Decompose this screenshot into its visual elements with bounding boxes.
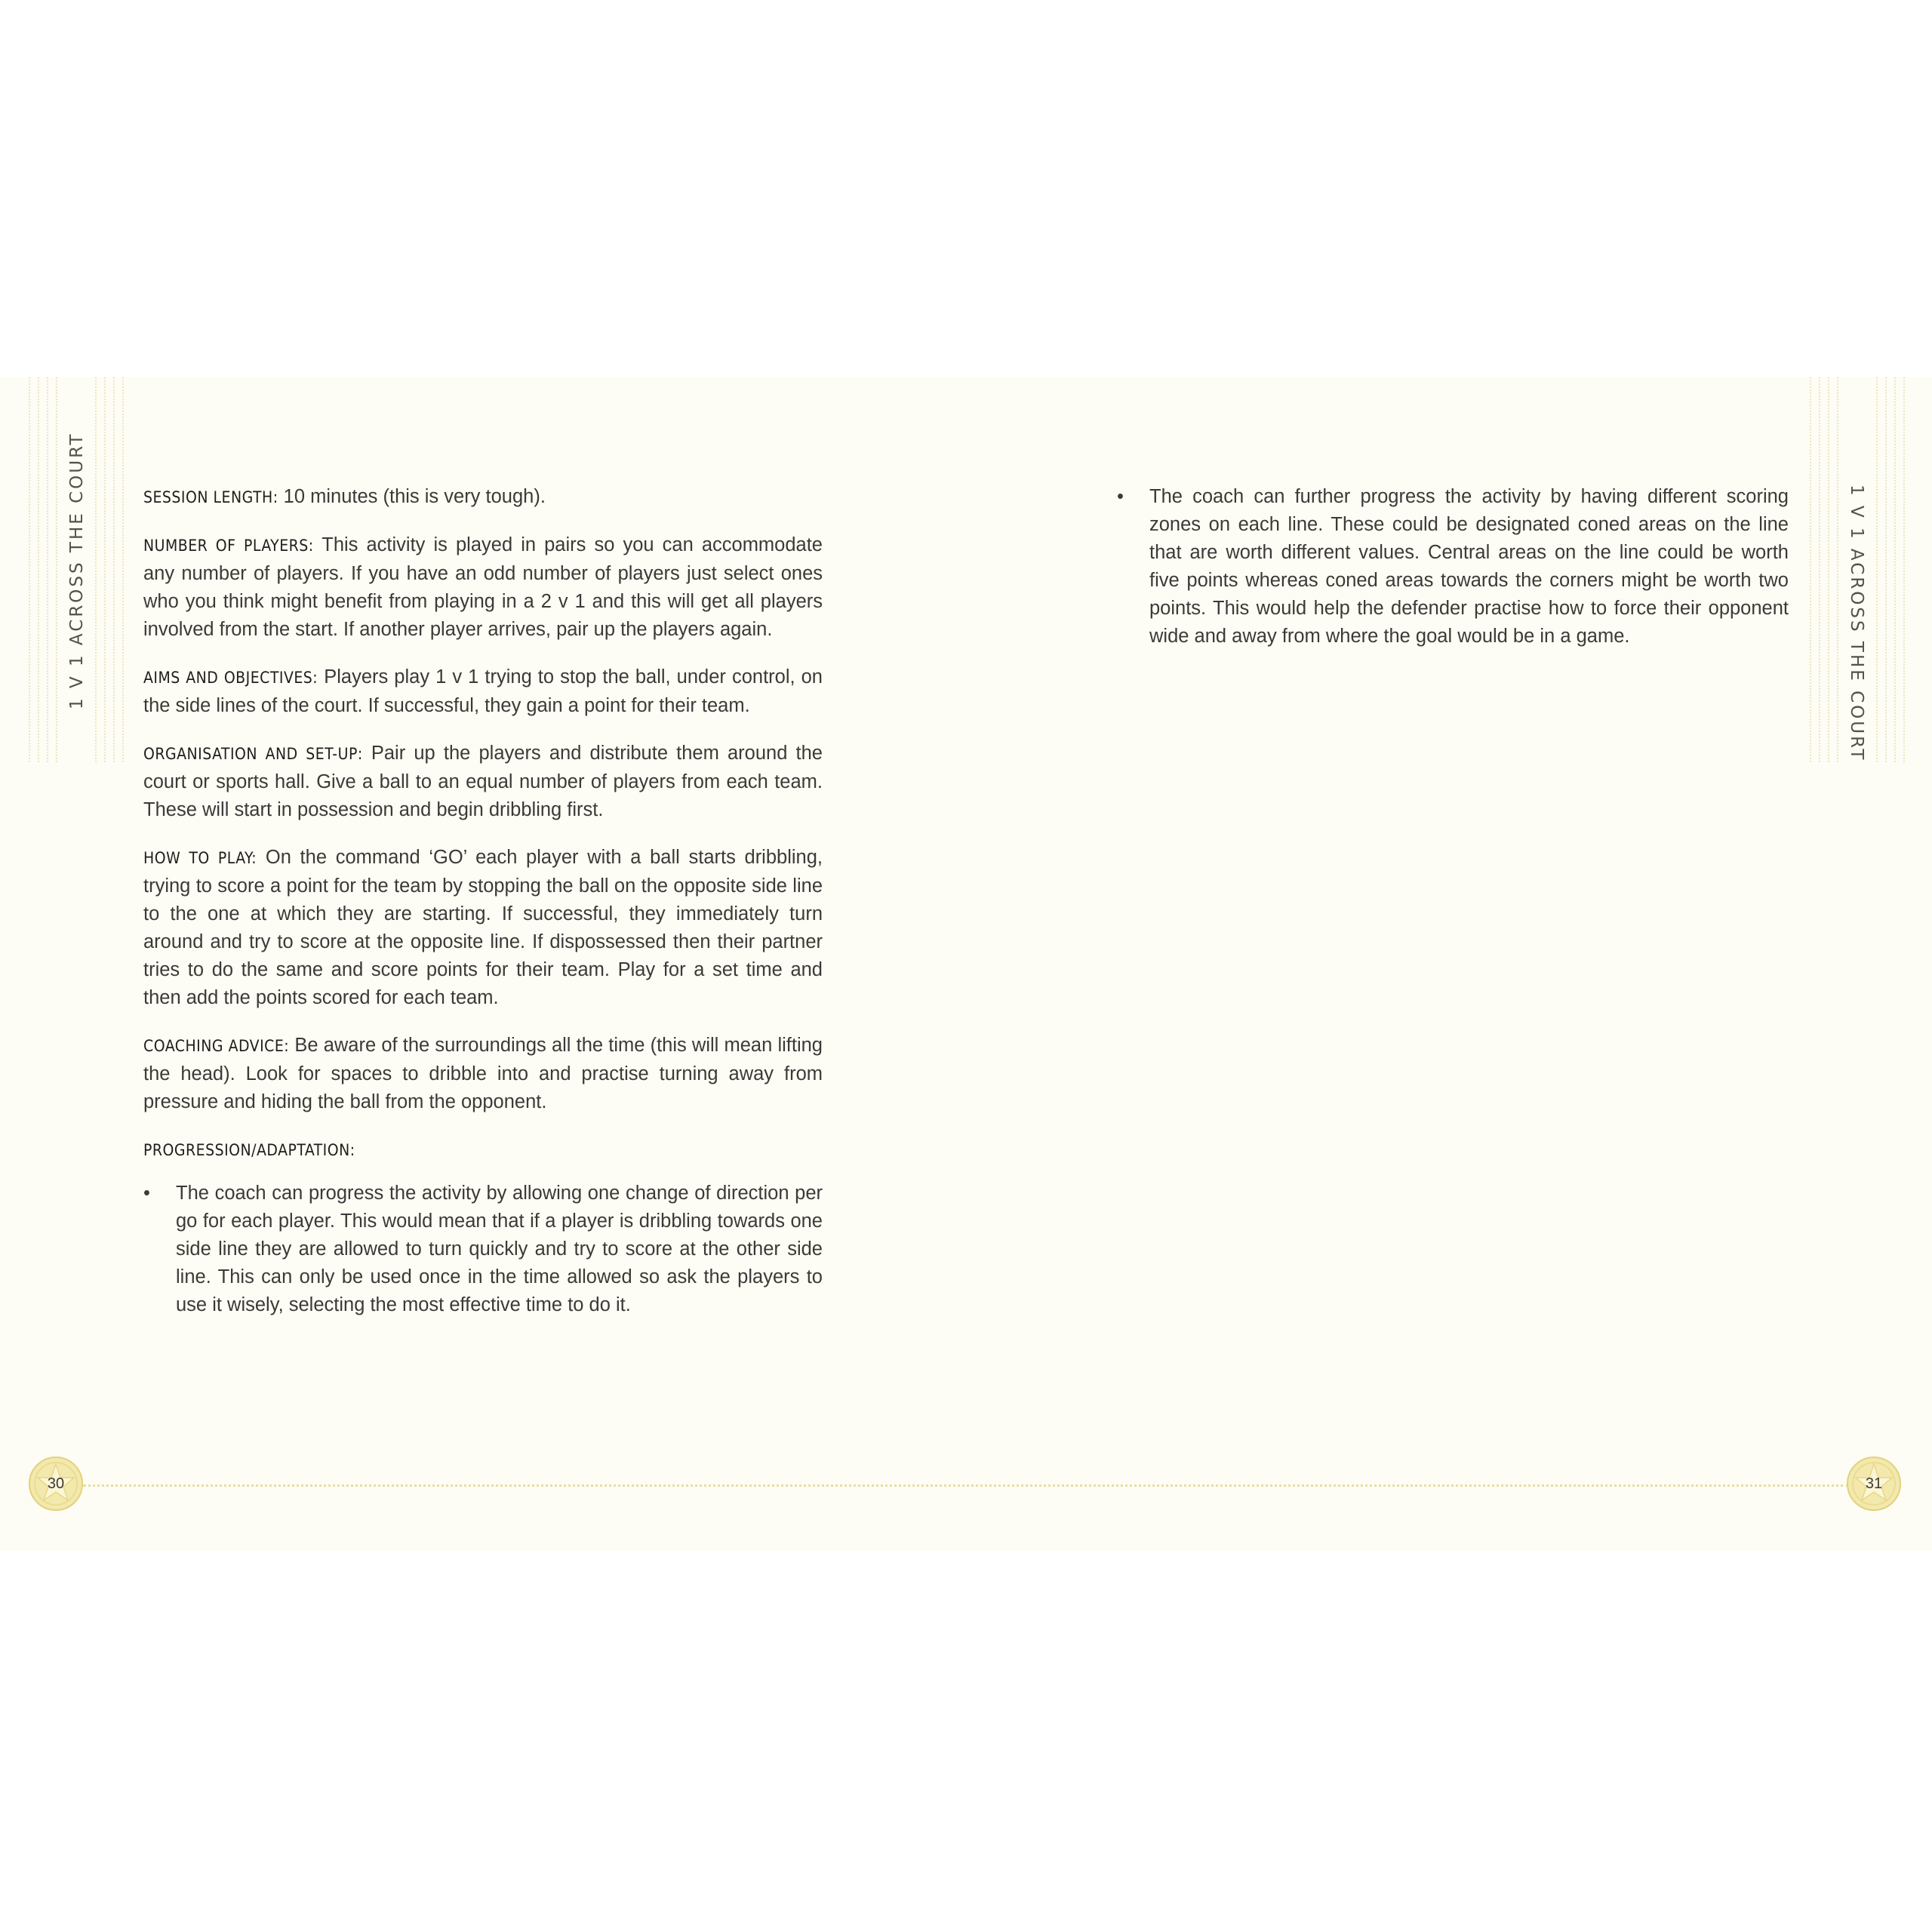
section-label: NUMBER OF PLAYERS:: [143, 537, 314, 555]
margin-rule: [1828, 377, 1829, 762]
margin-rule: [29, 377, 30, 762]
margin-rule: [1894, 377, 1896, 762]
margin-rule: [122, 377, 124, 762]
footer-rule: [83, 1484, 1849, 1487]
margin-rule: [56, 377, 57, 762]
section-text: Pair up the players and distribute them around the court or sports hall. Give a ball to an equal number of players from each team. These will start in possession and begin dribbling first.: [143, 743, 823, 820]
section-how-to-play: [143, 844, 823, 1012]
section-label: HOW TO PLAY:: [143, 849, 257, 867]
left-column: [143, 483, 823, 1319]
section-aims: [143, 663, 823, 720]
margin-rule: [104, 377, 106, 762]
section-text: This activity is played in pairs so you can accommodate any number of players. If you have an odd number of players just select ones who you think might benefit from playing in a 2 v 1 and this will get all players involved from the start. If another player arrives, pair up the players again.: [143, 534, 823, 640]
section-number-of-players: [143, 531, 823, 644]
margin-rule: [1876, 377, 1878, 762]
page-number: 31: [1865, 1475, 1883, 1492]
running-head-left: 1 V 1 ACROSS THE COURT: [67, 432, 87, 709]
bullet-item: • The coach can progress the activity by allowing one change of direction per go for each player. This would mean that if a player is dribbling towards one side line they are allowed to turn quickly and try to score at the other side line. This can only be used once in the time allowed so ask the players to use it wisely, selecting the most effective time to do it.: [143, 1180, 823, 1319]
bullet-item: • The coach can further progress the activity by having different scoring zones on each line. These could be designated coned areas on the line that are worth different values. Central areas on the line could be worth five points whereas coned areas towards the corners might be worth two points. This would help the defender practise how to force their opponent wide and away from where the goal would be in a game.: [1117, 483, 1789, 651]
book-spread: [0, 377, 1932, 1551]
section-label: SESSION LENGTH:: [143, 488, 278, 506]
right-column: [1117, 483, 1789, 651]
section-progression: [143, 1136, 823, 1164]
margin-rule: [1885, 377, 1887, 762]
margin-rule: [38, 377, 39, 762]
section-label: COACHING ADVICE:: [143, 1037, 290, 1055]
page-number-badge-right: [1847, 1457, 1901, 1511]
section-label: PROGRESSION/ADAPTATION:: [143, 1141, 355, 1159]
margin-rule: [1903, 377, 1905, 762]
section-label: AIMS AND OBJECTIVES:: [143, 669, 318, 687]
page-number-badge-left: [29, 1457, 83, 1511]
running-head-right: 1 V 1 ACROSS THE COURT: [1847, 485, 1866, 762]
section-text: Players play 1 v 1 trying to stop the ball, under control, on the side lines of the court. If successful, they gain a point for their team.: [143, 666, 823, 716]
section-text: Be aware of the surroundings all the time (this will mean lifting the head). Look for spaces to dribble into and practise turning away from pressure and hiding the ball from the opponent.: [143, 1035, 823, 1112]
margin-rule: [1837, 377, 1838, 762]
section-coaching-advice: [143, 1032, 823, 1116]
page-number: 30: [47, 1475, 65, 1492]
margin-rule: [1810, 377, 1811, 762]
section-text: 10 minutes (this is very tough).: [278, 486, 546, 507]
section-text: On the command ‘GO’ each player with a ball starts dribbling, trying to score a point for the team by stopping the ball on the opposite side line to the one at which they are starting. If successful, they immediately turn around and try to score at the opposite line. If dispossessed then their partner tries to do the same and score points for their team. Play for a set time and then add the points scored for each team.: [143, 847, 823, 1008]
margin-rule: [95, 377, 97, 762]
section-organisation: [143, 740, 823, 824]
margin-rule: [1819, 377, 1820, 762]
section-label: ORGANISATION AND SET-UP:: [143, 745, 363, 763]
section-session-length: [143, 483, 823, 512]
margin-rule: [113, 377, 115, 762]
margin-rule: [47, 377, 48, 762]
